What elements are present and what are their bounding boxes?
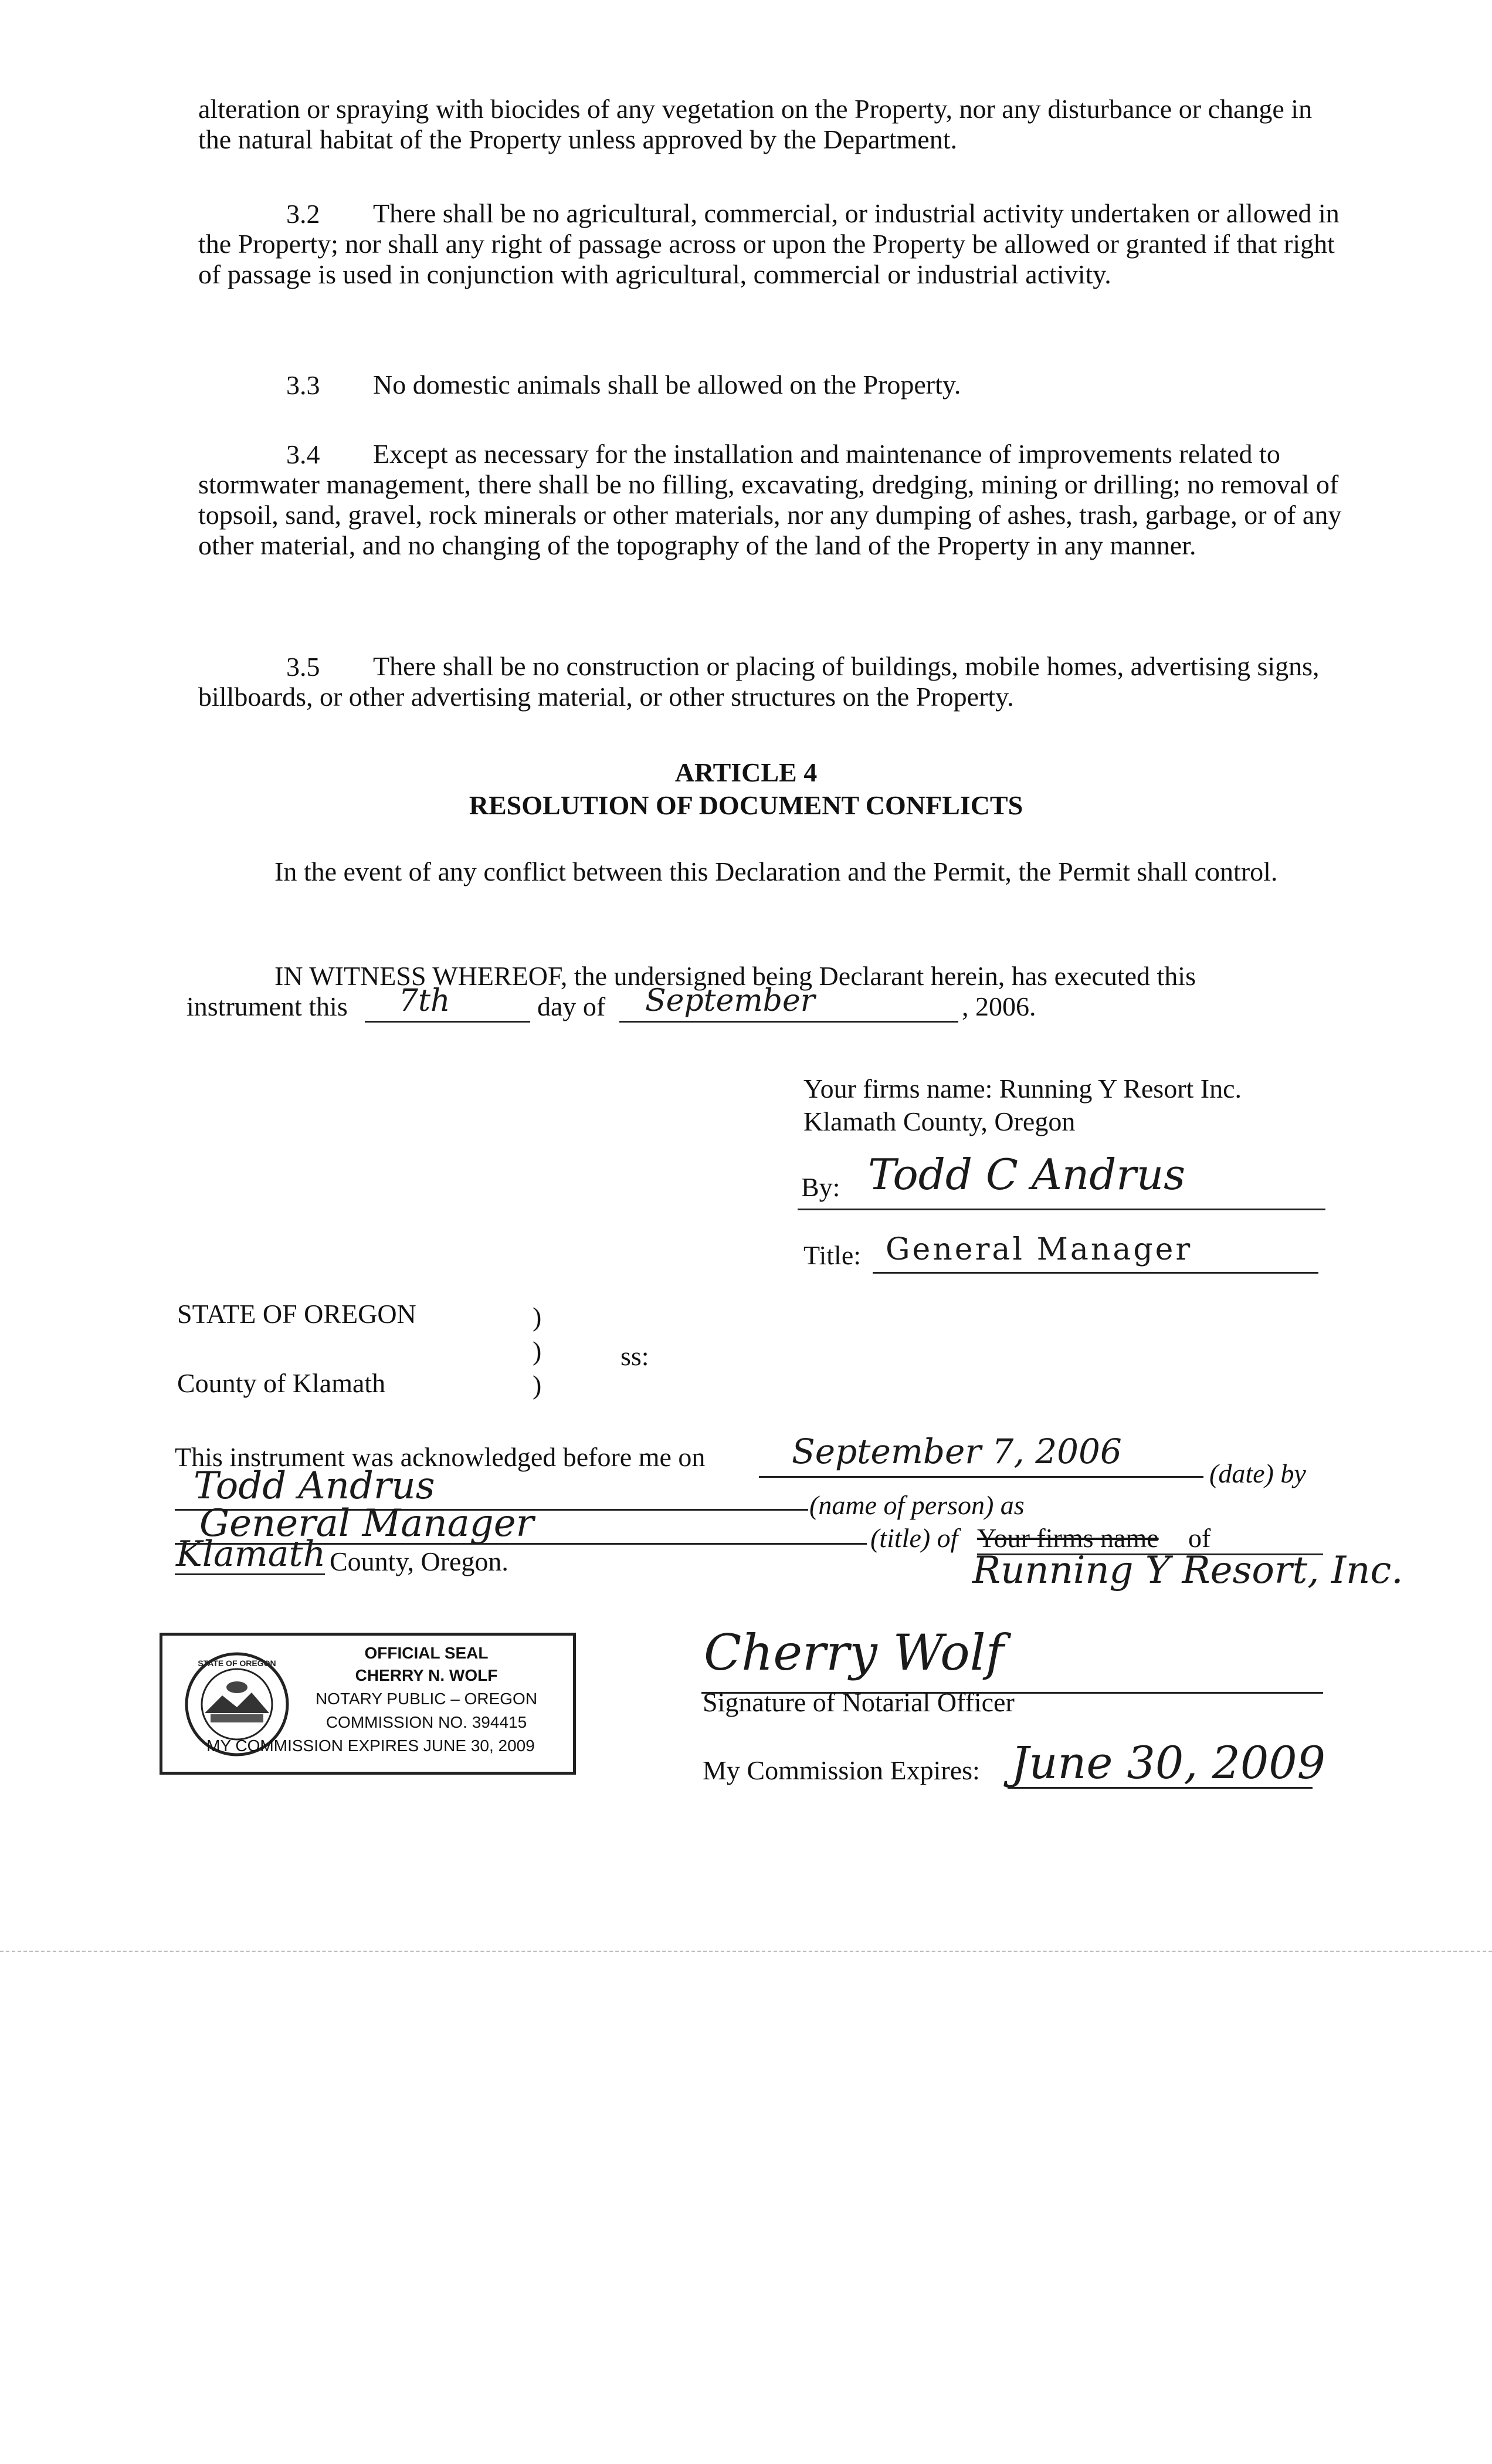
ack-struck-firm-label: Your firms name <box>977 1523 1159 1553</box>
ack-county-suffix: County, Oregon. <box>330 1546 508 1576</box>
venue-paren-2: ) <box>533 1336 542 1366</box>
seal-line-2: CHERRY N. WOLF <box>355 1666 498 1684</box>
notary-expires-label: My Commission Expires: <box>703 1755 980 1785</box>
witness-day-of: day of <box>537 991 606 1021</box>
declarant-title-handwritten: General Manager <box>886 1232 1193 1267</box>
ack-of: of <box>1188 1523 1211 1553</box>
declarant-signature: Todd C Andrus <box>868 1150 1186 1199</box>
section-3-1-continuation: alteration or spraying with biocides of any vegetation on the Property, nor any disturbance or change in the natural habitat of the Property unless approved by the Department. <box>198 94 1313 154</box>
ack-county-handwritten: Klamath <box>176 1534 326 1575</box>
venue-paren-3: ) <box>533 1370 542 1400</box>
article-4-text: In the event of any conflict between this Declaration and the Permit, the Permit shall control. <box>274 857 1278 886</box>
ack-person-handwritten: Todd Andrus <box>194 1464 435 1508</box>
section-3-3-number: 3.3 <box>286 370 320 400</box>
witness-day-handwritten: 7th <box>399 983 450 1018</box>
ack-date-line <box>759 1476 1203 1478</box>
ack-prefix: This instrument was acknowledged before me on <box>175 1442 706 1472</box>
ack-firm-handwritten: Running Y Resort, Inc. <box>972 1549 1403 1592</box>
seal-emblem-text: STATE OF OREGON <box>198 1659 276 1668</box>
section-3-4-text: Except as necessary for the installation and maintenance of improvements related to stormwater management, there shall be no filling, excavating, dredging, mining or drilling; no removal of topsoil, sand, gravel, rock minerals or other materials, nor any dumping of ashes, trash, garbage, or of any other material, and no changing of the topography of the land of the Property in any manner. <box>198 439 1342 560</box>
declarant-title-line <box>873 1272 1318 1274</box>
section-3-4-number: 3.4 <box>286 439 320 469</box>
notary-signature-label: Signature of Notarial Officer <box>703 1687 1015 1717</box>
witness-month-line <box>619 1021 958 1023</box>
declarant-by-label: By: <box>801 1172 840 1202</box>
venue-paren-1: ) <box>533 1302 542 1332</box>
section-3-5-text: There shall be no construction or placing of buildings, mobile homes, advertising signs, billboards, or other advertising material, or other structures on the Property. <box>198 651 1320 712</box>
witness-instrument-prefix: instrument this <box>186 991 348 1021</box>
section-3-5-number: 3.5 <box>286 652 320 682</box>
venue-state: STATE OF OREGON <box>177 1299 416 1329</box>
witness-year: , 2006. <box>962 991 1036 1021</box>
section-3-3-text: No domestic animals shall be allowed on the Property. <box>373 370 961 400</box>
notary-expires-handwritten: June 30, 2009 <box>1011 1737 1325 1789</box>
seal-line-1: OFFICIAL SEAL <box>364 1644 489 1662</box>
ack-date-label: (date) by <box>1209 1458 1306 1488</box>
declarant-signature-line <box>798 1209 1325 1210</box>
section-3-2-number: 3.2 <box>286 199 320 229</box>
ack-date-handwritten: September 7, 2006 <box>792 1431 1122 1471</box>
scan-edge-divider <box>0 1951 1492 1952</box>
notary-seal <box>160 1633 576 1775</box>
seal-line-3: NOTARY PUBLIC – OREGON <box>315 1690 538 1708</box>
notary-signature: Cherry Wolf <box>704 1624 1004 1681</box>
declarant-firm-name: Your firms name: Running Y Resort Inc. <box>803 1074 1242 1104</box>
venue-county: County of Klamath <box>177 1368 386 1398</box>
seal-line-4: COMMISSION NO. 394415 <box>325 1713 527 1731</box>
article-4-title: ARTICLE 4 <box>674 757 818 787</box>
witness-month-handwritten: September <box>645 983 815 1018</box>
seal-line-5: MY COMMISSION EXPIRES JUNE 30, 2009 <box>206 1737 535 1755</box>
notary-expires-line <box>1008 1787 1313 1789</box>
section-3-2-text: There shall be no agricultural, commercial, or industrial activity undertaken or allowed in the Property; nor shall any right of passage across or upon the Property be allowed or granted if that right of passage is used in conjunction with agricultural, commercial or industrial activity. <box>198 198 1340 289</box>
witness-line-1: IN WITNESS WHEREOF, the undersigned being Declarant herein, has executed this <box>274 961 1196 991</box>
ack-title-label: (title) of <box>870 1523 958 1553</box>
ack-title-handwritten: General Manager <box>199 1502 534 1545</box>
venue-ss: ss: <box>620 1341 649 1371</box>
witness-day-line <box>365 1021 530 1023</box>
article-4-subtitle: RESOLUTION OF DOCUMENT CONFLICTS <box>469 790 1023 820</box>
declarant-title-label: Title: <box>803 1240 862 1270</box>
ack-person-label: (name of person) as <box>809 1490 1025 1520</box>
declarant-county: Klamath County, Oregon <box>803 1106 1076 1136</box>
